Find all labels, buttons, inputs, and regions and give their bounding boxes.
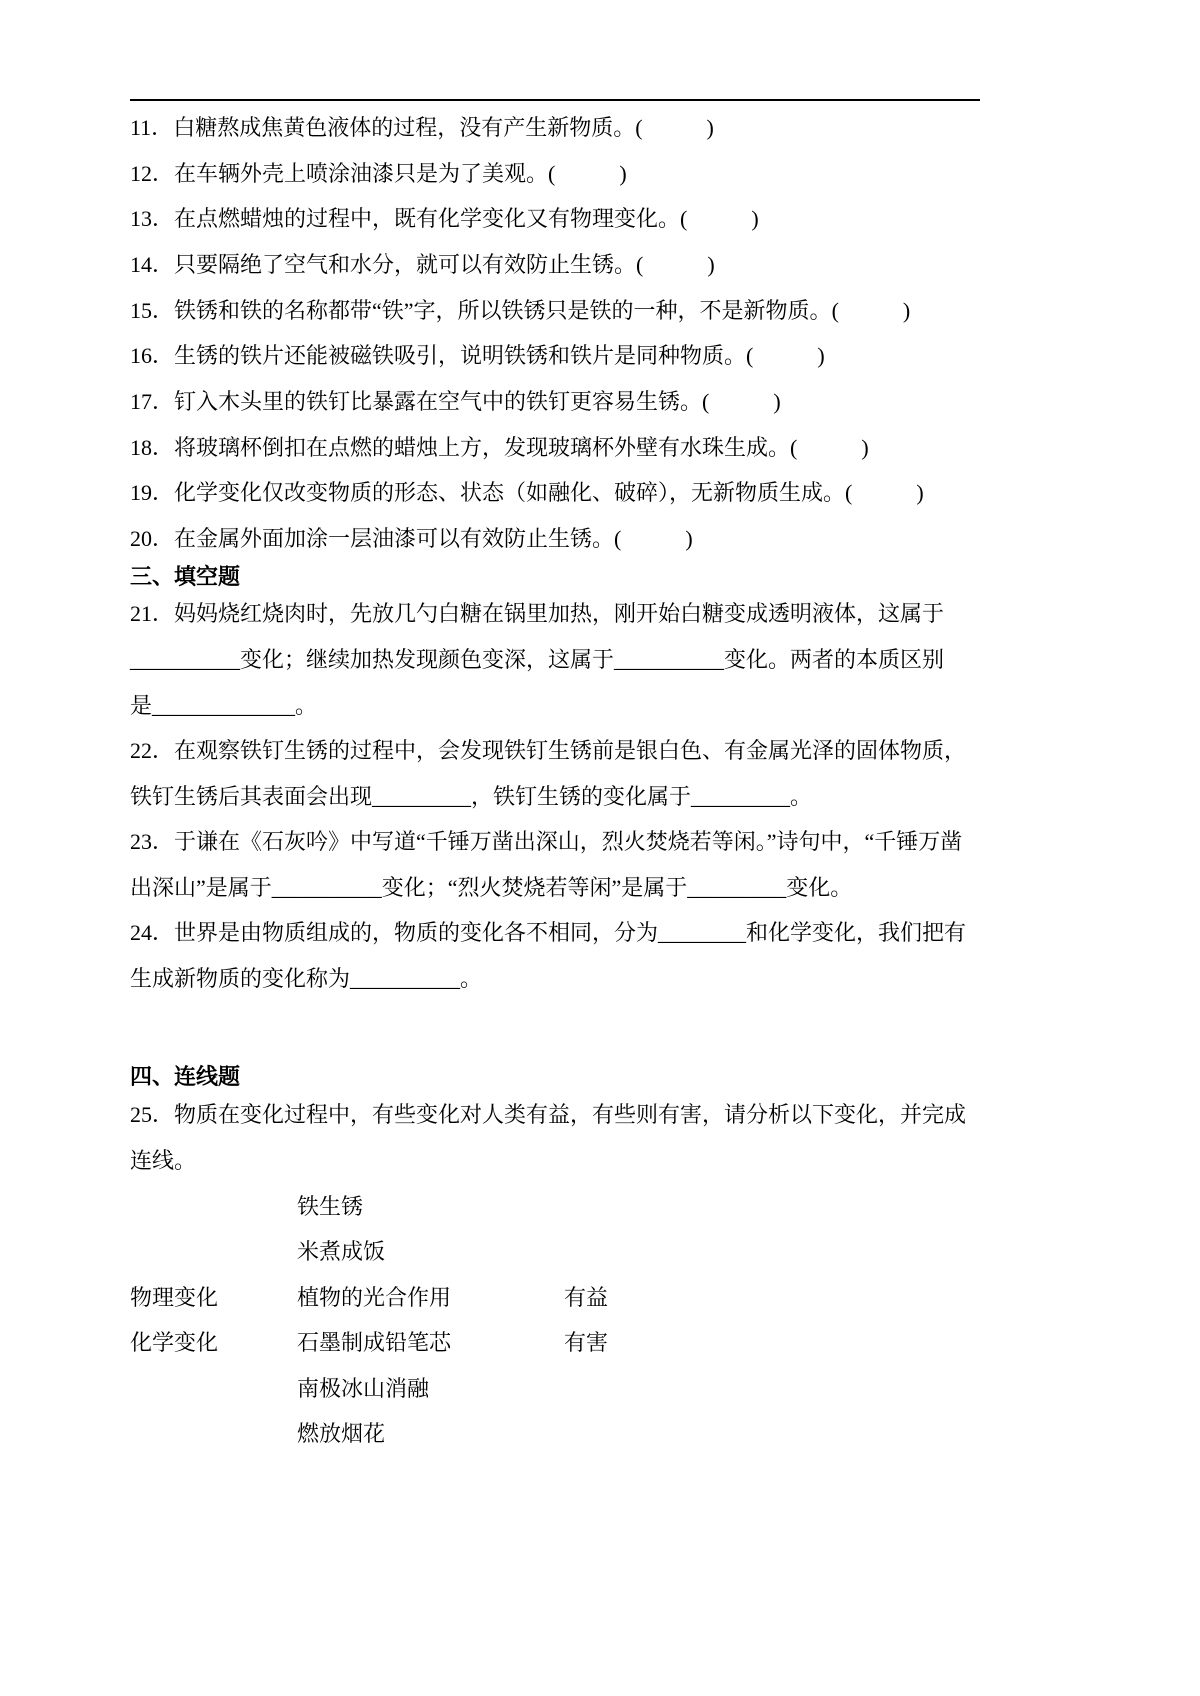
question-text: 白糖熬成焦黄色液体的过程，没有产生新物质。 <box>173 115 636 140</box>
paren-open: ( <box>636 252 644 277</box>
question-number: 13． <box>130 206 175 231</box>
question-text: 世界是由物质组成的，物质的变化各不相同，分为________和化学变化，我们把有 <box>174 920 967 945</box>
section-heading-fill-blank: 三、填空题 <box>130 564 241 589</box>
question-number: 22． <box>130 738 175 763</box>
question-text: 在观察铁钉生锈的过程中，会发现铁钉生锈前是银白色、有金属光泽的固体物质， <box>174 738 967 763</box>
matching-left-item: 物理变化 <box>130 1285 219 1310</box>
paren-open: ( <box>548 161 556 186</box>
question-text: 铁锈和铁的名称都带“铁”字，所以铁锈只是铁的一种，不是新物质。 <box>174 298 832 323</box>
question-23-line-1 <box>130 827 962 857</box>
question-number: 12． <box>130 161 175 186</box>
question-number: 23． <box>130 829 175 854</box>
paren-close: ) <box>773 389 781 414</box>
question-text: 钉入木头里的铁钉比暴露在空气中的铁钉更容易生锈。 <box>174 389 703 414</box>
section-heading-matching: 四、连线题 <box>130 1064 241 1089</box>
question-24-line-2: 生成新物质的变化称为__________。 <box>130 966 483 991</box>
matching-middle-item: 铁生锈 <box>297 1194 364 1219</box>
paren-open: ( <box>790 435 798 460</box>
paren-close: ) <box>706 115 714 140</box>
paren-open: ( <box>845 480 853 505</box>
question-text: 在车辆外壳上喷涂油漆只是为了美观。 <box>174 161 549 186</box>
matching-middle-item: 燃放烟花 <box>297 1421 386 1446</box>
question-25-line-2: 连线。 <box>130 1148 197 1173</box>
paren-close: ) <box>619 161 627 186</box>
question-number: 14． <box>130 252 175 277</box>
question-number: 15． <box>130 298 175 323</box>
answer-parentheses <box>790 435 869 460</box>
answer-parentheses <box>702 389 781 414</box>
question-text: 在点燃蜡烛的过程中，既有化学变化又有物理变化。 <box>174 206 681 231</box>
paren-close: ) <box>902 298 911 323</box>
question-16 <box>130 341 825 371</box>
paren-open: ( <box>635 115 643 140</box>
question-number: 24． <box>130 920 175 945</box>
paren-open: ( <box>746 343 754 368</box>
answer-parentheses <box>614 526 693 551</box>
question-14 <box>130 250 715 280</box>
question-number: 25． <box>130 1102 175 1127</box>
question-22-line-2: 铁钉生锈后其表面会出现_________，铁钉生锈的变化属于_________。 <box>130 784 813 809</box>
question-text: 生锈的铁片还能被磁铁吸引，说明铁锈和铁片是同种物质。 <box>174 343 747 368</box>
question-text: 将玻璃杯倒扣在点燃的蜡烛上方，发现玻璃杯外壁有水珠生成。 <box>174 435 791 460</box>
matching-left-item: 化学变化 <box>130 1330 219 1355</box>
question-18 <box>130 433 869 463</box>
question-24-line-1 <box>130 918 966 948</box>
question-text: 于谦在《石灰吟》中写道“千锤万凿出深山，烈火焚烧若等闲。”诗句中，“千锤万凿 <box>174 829 963 854</box>
paren-open: ( <box>680 206 688 231</box>
question-25-line-1 <box>130 1100 966 1130</box>
answer-parentheses <box>636 252 715 277</box>
question-number: 21． <box>130 601 175 626</box>
answer-parentheses <box>832 298 911 323</box>
matching-middle-item: 南极冰山消融 <box>297 1376 430 1401</box>
question-12 <box>130 159 627 189</box>
paren-open: ( <box>702 389 710 414</box>
question-text: 妈妈烧红烧肉时，先放几勺白糖在锅里加热，刚开始白糖变成透明液体，这属于 <box>174 601 945 626</box>
question-text: 只要隔绝了空气和水分，就可以有效防止生锈。 <box>174 252 637 277</box>
answer-parentheses <box>746 343 825 368</box>
question-11 <box>130 113 714 143</box>
question-21-line-3: 是_____________。 <box>130 693 318 718</box>
question-13 <box>130 204 759 234</box>
matching-right-item: 有害 <box>564 1330 609 1355</box>
question-text: 化学变化仅改变物质的形态、状态（如融化、破碎），无新物质生成。 <box>174 480 846 505</box>
paren-close: ) <box>861 435 869 460</box>
matching-right-item: 有益 <box>564 1285 609 1310</box>
question-17 <box>130 387 781 417</box>
matching-middle-item: 米煮成饭 <box>297 1239 386 1264</box>
question-19 <box>130 478 924 508</box>
answer-parentheses <box>845 480 924 505</box>
question-number: 18． <box>130 435 175 460</box>
answer-parentheses <box>548 161 627 186</box>
paren-open: ( <box>614 526 622 551</box>
question-text: 在金属外面加涂一层油漆可以有效防止生锈。 <box>174 526 615 551</box>
question-22-line-1 <box>130 736 966 766</box>
matching-middle-item: 石墨制成铅笔芯 <box>297 1330 452 1355</box>
paren-close: ) <box>707 252 715 277</box>
paren-close: ) <box>916 480 924 505</box>
question-23-line-2: 出深山”是属于__________变化；“烈火焚烧若等闲”是属于_________变化。 <box>130 875 853 900</box>
header-rule <box>130 99 980 101</box>
question-text: 物质在变化过程中，有些变化对人类有益，有些则有害，请分析以下变化，并完成 <box>174 1102 967 1127</box>
paren-open: ( <box>831 298 839 323</box>
question-21-line-2: __________变化；继续加热发现颜色变深，这属于__________变化。两者的本质区别 <box>130 647 945 672</box>
matching-middle-item: 植物的光合作用 <box>297 1285 452 1310</box>
question-number: 20． <box>130 526 175 551</box>
question-15 <box>130 296 910 326</box>
question-20 <box>130 524 693 554</box>
question-number: 16． <box>130 343 175 368</box>
paren-close: ) <box>817 343 825 368</box>
paren-close: ) <box>751 206 759 231</box>
question-21-line-1 <box>130 599 944 629</box>
question-number: 19． <box>130 480 175 505</box>
answer-parentheses <box>680 206 759 231</box>
answer-parentheses <box>635 115 714 140</box>
question-number: 17． <box>130 389 175 414</box>
paren-close: ) <box>685 526 693 551</box>
question-number: 11． <box>130 115 174 140</box>
